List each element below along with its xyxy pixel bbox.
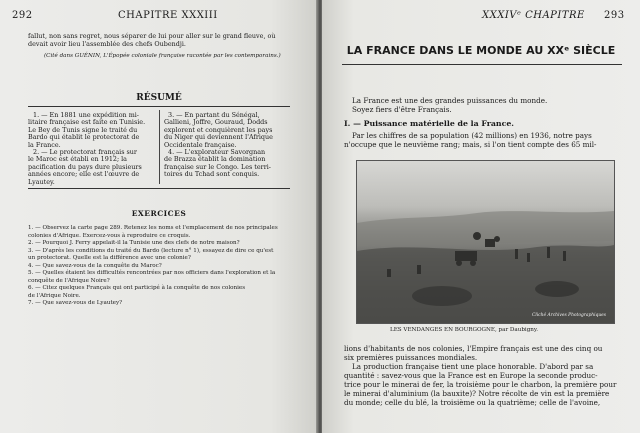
resume-bottom-rule <box>28 188 290 189</box>
exercice-line: conquête de l'Afrique Noire? <box>28 277 110 284</box>
right-page-number: 293 <box>604 10 625 21</box>
right-running-head: XXXIVᵉ CHAPITRE <box>482 10 585 21</box>
citation: (Cité dans GUÉNIN, L'Épopée coloniale française racontée par les contemporains.) <box>44 53 281 59</box>
chapter-title: LA FRANCE DANS LE MONDE AU XXᵉ SIÈCLE <box>346 44 616 57</box>
right-page <box>322 0 640 433</box>
resume-line: le Maroc est établi en 1912; la <box>28 155 127 164</box>
paragraph-line: trice pour le minerai de fer, la troisième pour le charbon, la première pour <box>344 380 617 389</box>
resume-line: explorent et conquièrent les pays <box>164 125 273 134</box>
resume-line: 3. — En partant du Sénégal, <box>168 111 260 119</box>
exercices-title: EXERCICES <box>131 209 187 218</box>
title-rule <box>342 64 622 65</box>
exercice-line: de l'Afrique Noire. <box>28 292 81 299</box>
paragraph-line: le minerai d'aluminium (la bauxite)? Notre récolte de vin est la première <box>344 389 610 398</box>
exercice-line: 4. — Que savez-vous de la conquête du Maroc? <box>28 262 162 269</box>
lead-line: La France est une des grandes puissances du monde. <box>352 96 548 105</box>
intro-line: devait avoir lieu l'assemblée des chefs Oubendji. <box>28 40 186 48</box>
resume-line: Le Bey de Tunis signe le traité du <box>28 125 138 134</box>
resume-line: Lyautey. <box>28 177 55 186</box>
exercice-line: 1. — Observez la carte page 289. Retenez les noms et l'emplacement de nos principales <box>28 225 278 231</box>
exercice-line: 7. — Que savez-vous de Lyautey? <box>28 300 123 306</box>
section-title: I. — Puissance matérielle de la France. <box>344 119 515 128</box>
paragraph-line: lions d'habitants de nos colonies, l'Empire français est une des cinq ou <box>344 344 603 353</box>
paragraph-line: du monde; celle du blé, la troisième ou la quatrième; celle de l'avoine, <box>344 398 601 407</box>
paragraph-line: six premières puissances mondiales. <box>344 353 478 362</box>
resume-line: pacification du pays dure plusieurs <box>28 162 142 171</box>
paragraph-line: La production française tient une place honorable. D'abord par sa <box>352 362 594 371</box>
intro-line: fallut, non sans regret, nous séparer de lui pour aller sur le grand fleuve, où <box>28 32 276 40</box>
image-caption: LES VENDANGES EN BOURGOGNE, par Daubigny. <box>390 327 539 333</box>
resume-line: du Niger qui deviennent l'Afrique <box>164 133 273 142</box>
exercice-line: 5. — Quelles étaient les difficultés rencontrées par nos officiers dans l'exploration et la <box>28 270 276 276</box>
paragraph-line: quantité : savez-vous que la France est en Europe la seconde produc- <box>344 371 598 380</box>
resume-line: 1. — En 1881 une expédition mi- <box>33 111 139 119</box>
resume-line: années encore; elle est l'œuvre de <box>28 170 140 179</box>
resume-line: la France. <box>28 140 61 149</box>
resume-line: Gallieni, Joffre, Gouraud, Dodds <box>164 118 268 127</box>
lead-line: Soyez fiers d'être Français. <box>352 105 452 114</box>
exercice-line: un protectorat. Quelle est la différence avec une colonie? <box>28 255 191 261</box>
exercice-line: 2. — Pourquoi J. Ferry appelait-il la Tunisie une des clefs de notre maison? <box>28 240 240 246</box>
resume-line: Occidentale française. <box>164 140 237 149</box>
paragraph-line: n'occupe que le neuvième rang; mais, si l'on tient compte des 65 mil- <box>344 140 597 149</box>
left-page <box>0 0 318 433</box>
resume-line: 2. — Le protectorat français sur <box>33 148 137 156</box>
paragraph-line: Par les chiffres de sa population (42 millions) en 1936, notre pays <box>352 131 592 140</box>
left-running-head: CHAPITRE XXXIII <box>118 10 218 21</box>
resume-line: Bardo qui établit le protectorat de <box>28 133 140 142</box>
painting-image <box>356 160 615 324</box>
image-credit: Cliché Archives Photographiques <box>532 313 607 318</box>
resume-title: RÉSUMÉ <box>136 93 182 103</box>
left-page-number: 292 <box>12 10 33 21</box>
resume-line: française sur le Congo. Les terri- <box>164 162 271 171</box>
resume-top-rule <box>28 106 290 107</box>
resume-column-divider <box>159 110 160 184</box>
exercice-line: 3. — D'après les conditions du traité du Bardo (lecture n° 1), essayez de dire ce qu'est <box>28 247 274 254</box>
resume-line: toires du Tchad sont conquis. <box>164 170 260 179</box>
resume-line: de Brazza établit la domination <box>164 155 266 164</box>
resume-line: 4. — L'explorateur Savorgnan <box>168 148 266 156</box>
resume-line: litaire française est faite en Tunisie. <box>28 118 146 127</box>
exercice-line: 6. — Citez quelques Français qui ont participé à la conquête de nos colonies <box>28 285 246 291</box>
vineyard-scene <box>357 161 614 323</box>
exercice-line: colonies d'Afrique. Exercez-vous à reproduire ce croquis. <box>28 232 191 239</box>
